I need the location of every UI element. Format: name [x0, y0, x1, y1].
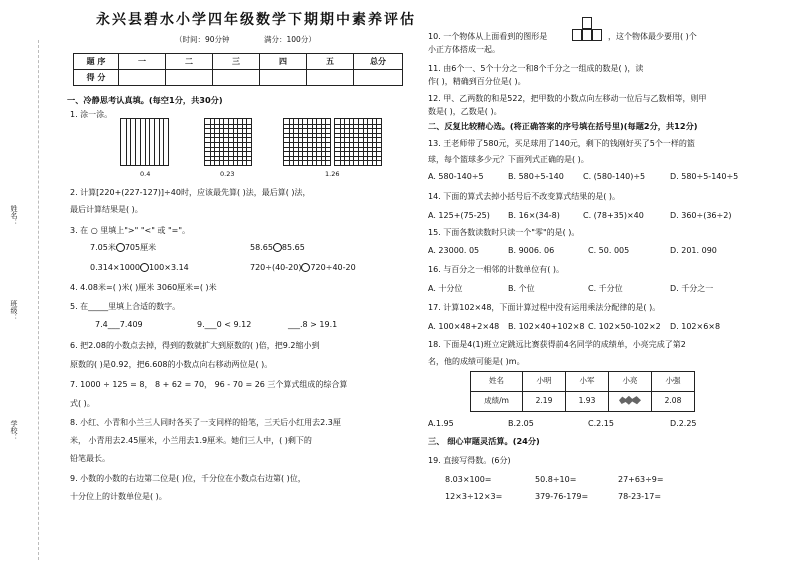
option[interactable]: D. 102×6×8: [670, 322, 721, 331]
table-cell: 1.93: [566, 392, 609, 412]
question-3: 3. 在 ○ 里填上">" "<" 或 "="。: [70, 226, 191, 235]
question-5: 5. 在_____里填上合适的数字。: [70, 302, 181, 311]
option[interactable]: B. 个位: [508, 284, 535, 293]
grid-line: [149, 119, 150, 165]
calc-item: 50.8÷10=: [535, 475, 577, 484]
score-input-cell[interactable]: [213, 70, 260, 86]
section-3-heading: 三、 细心审题灵活算。(24分): [428, 436, 540, 446]
grid-line: [205, 142, 251, 143]
grid-line: [205, 128, 251, 129]
grid-line: [145, 119, 146, 165]
option[interactable]: C.2.15: [588, 419, 614, 428]
table-cell: 姓名: [471, 372, 523, 392]
compare-circle[interactable]: [140, 263, 149, 272]
score-cell: 四: [260, 54, 307, 70]
question-7-line2: 式( )。: [70, 399, 95, 408]
question-6-line1: 6. 把2.08的小数点去掉，得到的数就扩大到原数的( )倍，把9.2缩小到: [70, 341, 320, 350]
grid-line: [284, 147, 330, 148]
question-4: 4. 4.08米=( )米( )厘米 3060厘米=( )米: [70, 283, 217, 292]
question-11-line2: 作( )，精确到百分位是( )。: [428, 77, 526, 86]
question-13-line2: 球，每个篮球多少元？下面列式正确的是( )。: [428, 155, 589, 164]
question-10-line2: 小正方体搭成一起。: [428, 45, 500, 54]
long-jump-table: [470, 371, 695, 412]
grid-line: [205, 156, 251, 157]
top-view-square: [572, 29, 582, 41]
digit-item: 7.4___7.409: [95, 320, 143, 329]
question-9-line2: 十分位上的计数单位是( )。: [70, 492, 167, 501]
grid-line: [130, 119, 131, 165]
grid-line: [335, 151, 381, 152]
section-2-heading: 二、反复比较精心选。(将正确答案的序号填在括号里)(每题2分，共12分): [428, 121, 698, 131]
option[interactable]: D. 580÷5-140÷5: [670, 172, 739, 181]
option[interactable]: C. (580-140)÷5: [583, 172, 646, 181]
question-7-line1: 7. 1000 ÷ 125 = 8， 8 + 62 = 70， 96 - 70 = 26 三个算式组成的综合算: [70, 380, 348, 389]
binding-line: [38, 40, 39, 560]
option[interactable]: B.2.05: [508, 419, 534, 428]
option[interactable]: A. 十分位: [428, 284, 463, 293]
option[interactable]: B. 9006. 06: [508, 246, 555, 255]
grid-label: 1.26: [325, 170, 340, 178]
grid-line: [135, 119, 136, 165]
question-15: 15. 下面各数读数时只读一个"零"的是( )。: [428, 228, 580, 237]
grid-label: 0.23: [220, 170, 235, 178]
calc-item: 379-76-179=: [535, 492, 589, 501]
score-cell: 题 序: [74, 54, 119, 70]
score-input-cell[interactable]: [354, 70, 403, 86]
question-19: 19. 直接写得数。(6分): [428, 456, 511, 465]
score-cell: 五: [307, 54, 354, 70]
question-18-line1: 18. 下面是4(1)班立定跳远比赛获得前4名同学的成绩单，小亮完成了第2: [428, 340, 686, 349]
option[interactable]: D. 千分之一: [670, 284, 714, 293]
top-view-square: [582, 29, 592, 41]
score-input-cell[interactable]: [166, 70, 213, 86]
option[interactable]: C. 千分位: [588, 284, 623, 293]
grid-line: [335, 160, 381, 161]
question-10-line1a: 10. 一个物体从上面看到的图形是: [428, 32, 548, 41]
question-8-line3: 铅笔最长。: [70, 454, 110, 463]
table-cell: 小强: [652, 372, 695, 392]
score-input-cell[interactable]: [119, 70, 166, 86]
top-view-square: [582, 17, 592, 29]
score-cell: 一: [119, 54, 166, 70]
ink-blot-icon: [619, 396, 641, 405]
name-label: 姓名：: [10, 205, 19, 226]
digit-item: 9.___0 < 9.12: [197, 320, 252, 329]
grid-line: [205, 124, 251, 125]
compare-circle[interactable]: [273, 243, 282, 252]
option[interactable]: D. 201. 090: [670, 246, 717, 255]
grid-line: [335, 128, 381, 129]
table-cell: 2.19: [523, 392, 566, 412]
option[interactable]: C. (78+35)×40: [583, 211, 644, 220]
calc-item: 78-23-17=: [618, 492, 662, 501]
option[interactable]: A. 125+(75-25): [428, 211, 490, 220]
grid-line: [154, 119, 155, 165]
grid-line: [335, 133, 381, 134]
question-14: 14. 下面的算式去掉小括号后不改变算式结果的是( )。: [428, 192, 621, 201]
school-label: 学校：: [10, 420, 19, 441]
compare-item: 720÷(40-20) 720÷40-20: [250, 263, 356, 272]
table-row: [471, 392, 695, 412]
grid-line: [284, 160, 330, 161]
grid-1-26-b[interactable]: [334, 118, 382, 166]
grid-line: [126, 119, 127, 165]
score-cell: 总分: [354, 54, 403, 70]
grid-line: [140, 119, 141, 165]
option[interactable]: D.2.25: [670, 419, 697, 428]
question-11-line1: 11. 由6个一、5个十分之一和8个千分之一组成的数是( )，读: [428, 64, 644, 73]
exam-title: 永兴县碧水小学四年级数学下期期中素养评估: [96, 12, 416, 28]
grid-1-26-a[interactable]: [283, 118, 331, 166]
question-12-line1: 12. 甲、乙两数的和是522，把甲数的小数点向左移动一位后与乙数相等，则甲: [428, 94, 707, 103]
option[interactable]: B. 580÷5-140: [508, 172, 564, 181]
section-1-heading: 一、冷静思考认真填。(每空1分，共30分): [67, 95, 223, 105]
question-12-line2: 数是( )，乙数是( )。: [428, 107, 502, 116]
option[interactable]: A. 23000. 05: [428, 246, 480, 255]
exam-time: （时间：90分钟: [175, 35, 230, 44]
grid-line: [284, 124, 330, 125]
ink-blot-cell: [609, 392, 652, 412]
question-8-line1: 8. 小红、小青和小兰三人同时各买了一支同样的铅笔，三天后小红用去2.3厘: [70, 418, 341, 427]
question-13-line1: 13. 王老师带了580元，买足球用了140元，剩下的钱刚好买了5个一样的篮: [428, 139, 695, 148]
grid-line: [284, 156, 330, 157]
table-cell: 小亮: [609, 372, 652, 392]
question-6-line2: 原数的( )是0.92，把6.608的小数点向右移动两位是( )。: [70, 360, 273, 369]
calc-item: 8.03×100=: [445, 475, 492, 484]
score-cell: 二: [166, 54, 213, 70]
grid-0-23[interactable]: [204, 118, 252, 166]
option[interactable]: C. 50. 005: [588, 246, 630, 255]
score-table-row: [74, 54, 403, 70]
table-cell: 小明: [523, 372, 566, 392]
grid-line: [284, 151, 330, 152]
table-row: [471, 372, 695, 392]
question-2-line2: 最后计算结果是( )。: [70, 205, 143, 214]
grid-line: [205, 137, 251, 138]
grid-line: [284, 128, 330, 129]
score-cell: 三: [213, 54, 260, 70]
grid-line: [284, 133, 330, 134]
table-cell: 成绩/m: [471, 392, 523, 412]
grid-line: [284, 142, 330, 143]
calc-item: 27+63÷9=: [618, 475, 664, 484]
option[interactable]: A. 580-140÷5: [428, 172, 484, 181]
grid-line: [163, 119, 164, 165]
calc-item: 12×3÷12×3=: [445, 492, 503, 501]
table-cell: 2.08: [652, 392, 695, 412]
option[interactable]: B. 102×40+102×8: [508, 322, 585, 331]
score-input-cell[interactable]: [260, 70, 307, 86]
class-label: 班级：: [10, 300, 19, 321]
top-view-square: [592, 29, 602, 41]
question-17: 17. 计算102×48，下面计算过程中没有运用乘法分配律的是( )。: [428, 303, 661, 312]
exam-full-score: 满分：100分）: [264, 35, 316, 44]
option[interactable]: A. 100×48+2×48: [428, 322, 500, 331]
compare-item: 0.314×1000 100×3.14: [90, 263, 189, 272]
compare-circle[interactable]: [116, 243, 125, 252]
question-18-line2: 名，他的成绩可能是( )m。: [428, 357, 525, 366]
table-cell: 小军: [566, 372, 609, 392]
score-input-cell[interactable]: [307, 70, 354, 86]
option[interactable]: B. 16×(34-8): [508, 211, 560, 220]
score-table: [73, 53, 403, 86]
question-1: 1. 涂一涂。: [70, 110, 113, 119]
score-table-row: [74, 70, 403, 86]
grid-line: [335, 142, 381, 143]
grid-line: [335, 156, 381, 157]
grid-line: [335, 137, 381, 138]
grid-line: [335, 147, 381, 148]
question-16: 16. 与百分之一相邻的计数单位有( )。: [428, 265, 565, 274]
question-8-line2: 米， 小青用去2.45厘米，小兰用去1.9厘米。她们三人中，( )剩下的: [70, 436, 312, 445]
digit-item: ___.8 > 19.1: [288, 320, 338, 329]
grid-line: [205, 160, 251, 161]
grid-line: [284, 137, 330, 138]
grid-0-4[interactable]: [120, 118, 169, 166]
grid-line: [159, 119, 160, 165]
grid-line: [205, 147, 251, 148]
option[interactable]: C. 102×50-102×2: [588, 322, 661, 331]
question-10-line1b: ，这个物体最少要用( )个: [608, 32, 697, 41]
option[interactable]: A.1.95: [428, 419, 454, 428]
grid-line: [335, 124, 381, 125]
option[interactable]: D. 360÷(36÷2): [670, 211, 732, 220]
compare-item: 58.65 85.65: [250, 243, 305, 252]
compare-item: 7.05米 705厘米: [90, 243, 157, 252]
grid-label: 0.4: [140, 170, 151, 178]
grid-line: [205, 133, 251, 134]
question-9-line1: 9. 小数的小数的右边第二位是( )位，千分位在小数点右边第( )位，: [70, 474, 306, 483]
grid-line: [205, 151, 251, 152]
score-cell: 得 分: [74, 70, 119, 86]
question-2-line1: 2. 计算[220+(227-127)]÷40时，应该最先算( )法，最后算( )法，: [70, 188, 311, 197]
